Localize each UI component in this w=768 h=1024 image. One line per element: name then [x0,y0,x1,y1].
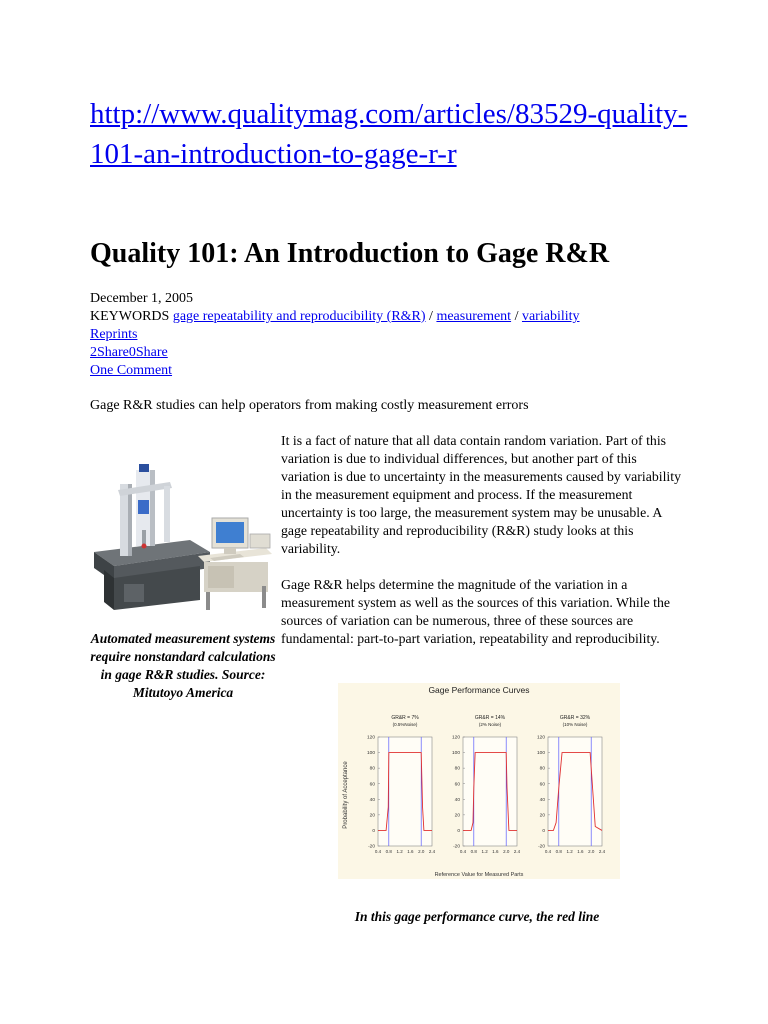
y-tick-label: 80 [539,766,545,772]
x-tick-label: 0.4 [374,849,382,854]
keyword-link-measurement[interactable]: measurement [436,309,512,324]
y-tick-label: 100 [536,751,545,757]
x-tick-label: 0.4 [544,849,552,854]
y-tick-label: 0 [457,829,460,835]
y-tick-label: 100 [366,751,375,757]
panel-frame [548,737,602,846]
y-tick-label: 20 [539,813,545,819]
y-tick-label: 40 [539,797,545,803]
chart-xlabel: Reference Value for Measured Parts [434,872,524,878]
y-tick-label: 40 [369,797,375,803]
page-title: Quality 101: An Introduction to Gage R&R [90,238,610,269]
y-tick-label: 60 [454,782,460,788]
x-tick-label: 0.8 [470,849,477,854]
measurement-machine-illustration [90,460,276,620]
x-tick-label: 2.0 [503,849,510,854]
y-tick-label: 80 [454,766,460,772]
keyword-separator: / [425,309,437,324]
y-tick-label: 120 [536,735,545,741]
paragraph-1: It is a fact of nature that all data contain random variation. Part of this variation is due to individual differences, but another part of this variation is due to uncertainty in the measurements caused by variability in the measurement equipment and process. If the measurement uncertainty is too large, the measurement system may be unusable. A gage repeatability and reproducibility (R&R) study looks at this variability. [281,433,681,556]
y-tick-label: 60 [539,782,545,788]
x-tick-label: 1.2 [396,849,403,854]
share-link[interactable]: 2Share0Share [90,345,168,360]
y-tick-label: 40 [454,797,460,803]
y-tick-label: 0 [372,829,375,835]
keywords-row [90,308,580,326]
x-tick-label: 2.0 [588,849,595,854]
article-url-link[interactable]: http://www.qualitymag.com/articles/83529-quality-101-an-introduction-to-gage-r-r [90,98,688,170]
chart-title: Gage Performance Curves [428,685,530,695]
keywords-label: KEYWORDS [90,309,170,324]
x-tick-label: 1.2 [481,849,488,854]
chart-ylabel: Probability of Acceptance [343,761,349,829]
y-tick-label: 20 [454,813,460,819]
article-subtitle: Gage R&R studies can help operators from making costly measurement errors [90,398,529,413]
y-tick-label: -20 [368,844,375,850]
keyword-separator: / [511,309,522,324]
y-tick-label: 0 [542,829,545,835]
article-meta [90,290,580,380]
gage-performance-chart [338,683,620,879]
paragraph-2: Gage R&R helps determine the magnitude of the variation in a measurement system as well as the sources of this variation. While the sources of variation can be numerous, three of these sources are fundamental: part-to-part variation, repeatability and reproducibility. [281,577,671,646]
keyword-link-gage-rr[interactable]: gage repeatability and reproducibility (R&R) [172,309,426,324]
x-tick-label: 1.2 [566,849,573,854]
panel-noise-label: (10% Noise) [562,722,588,727]
y-tick-label: 120 [451,735,460,741]
comments-link[interactable]: One Comment [90,363,173,378]
cmm-machine-image [90,460,276,620]
machine-image-caption: Automated measurement systems require nonstandard calculations in gage R&R studies. Source: Mitutoyo America [90,631,276,700]
x-tick-label: 2.4 [428,849,436,854]
y-tick-label: 60 [369,782,375,788]
y-tick-label: 120 [366,735,375,741]
y-tick-label: 20 [369,813,375,819]
x-tick-label: 0.4 [459,849,467,854]
panel-label: GR&R = 32% [559,715,591,721]
y-tick-label: 100 [451,751,460,757]
x-tick-label: 2.4 [513,849,521,854]
x-tick-label: 1.6 [407,849,414,854]
x-tick-label: 2.0 [418,849,425,854]
x-tick-label: 1.6 [577,849,584,854]
x-tick-label: 0.8 [555,849,562,854]
article-body [281,432,681,666]
x-tick-label: 0.8 [385,849,392,854]
x-tick-label: 1.6 [492,849,499,854]
chart-caption: In this gage performance curve, the red line [354,909,600,924]
reprints-link[interactable]: Reprints [90,327,138,342]
panel-label: GR&R = 7% [391,715,419,721]
y-tick-label: -20 [453,844,460,850]
y-tick-label: -20 [538,844,545,850]
y-tick-label: 80 [369,766,375,772]
panel-noise-label: (0.5%Noise) [392,722,418,727]
panel-label: GR&R = 14% [474,715,506,721]
panel-noise-label: (2% Noise) [478,722,502,727]
publish-date: December 1, 2005 [90,291,194,306]
gage-performance-chart-svg [338,683,620,879]
x-tick-label: 2.4 [598,849,606,854]
keyword-link-variability[interactable]: variability [521,309,580,324]
